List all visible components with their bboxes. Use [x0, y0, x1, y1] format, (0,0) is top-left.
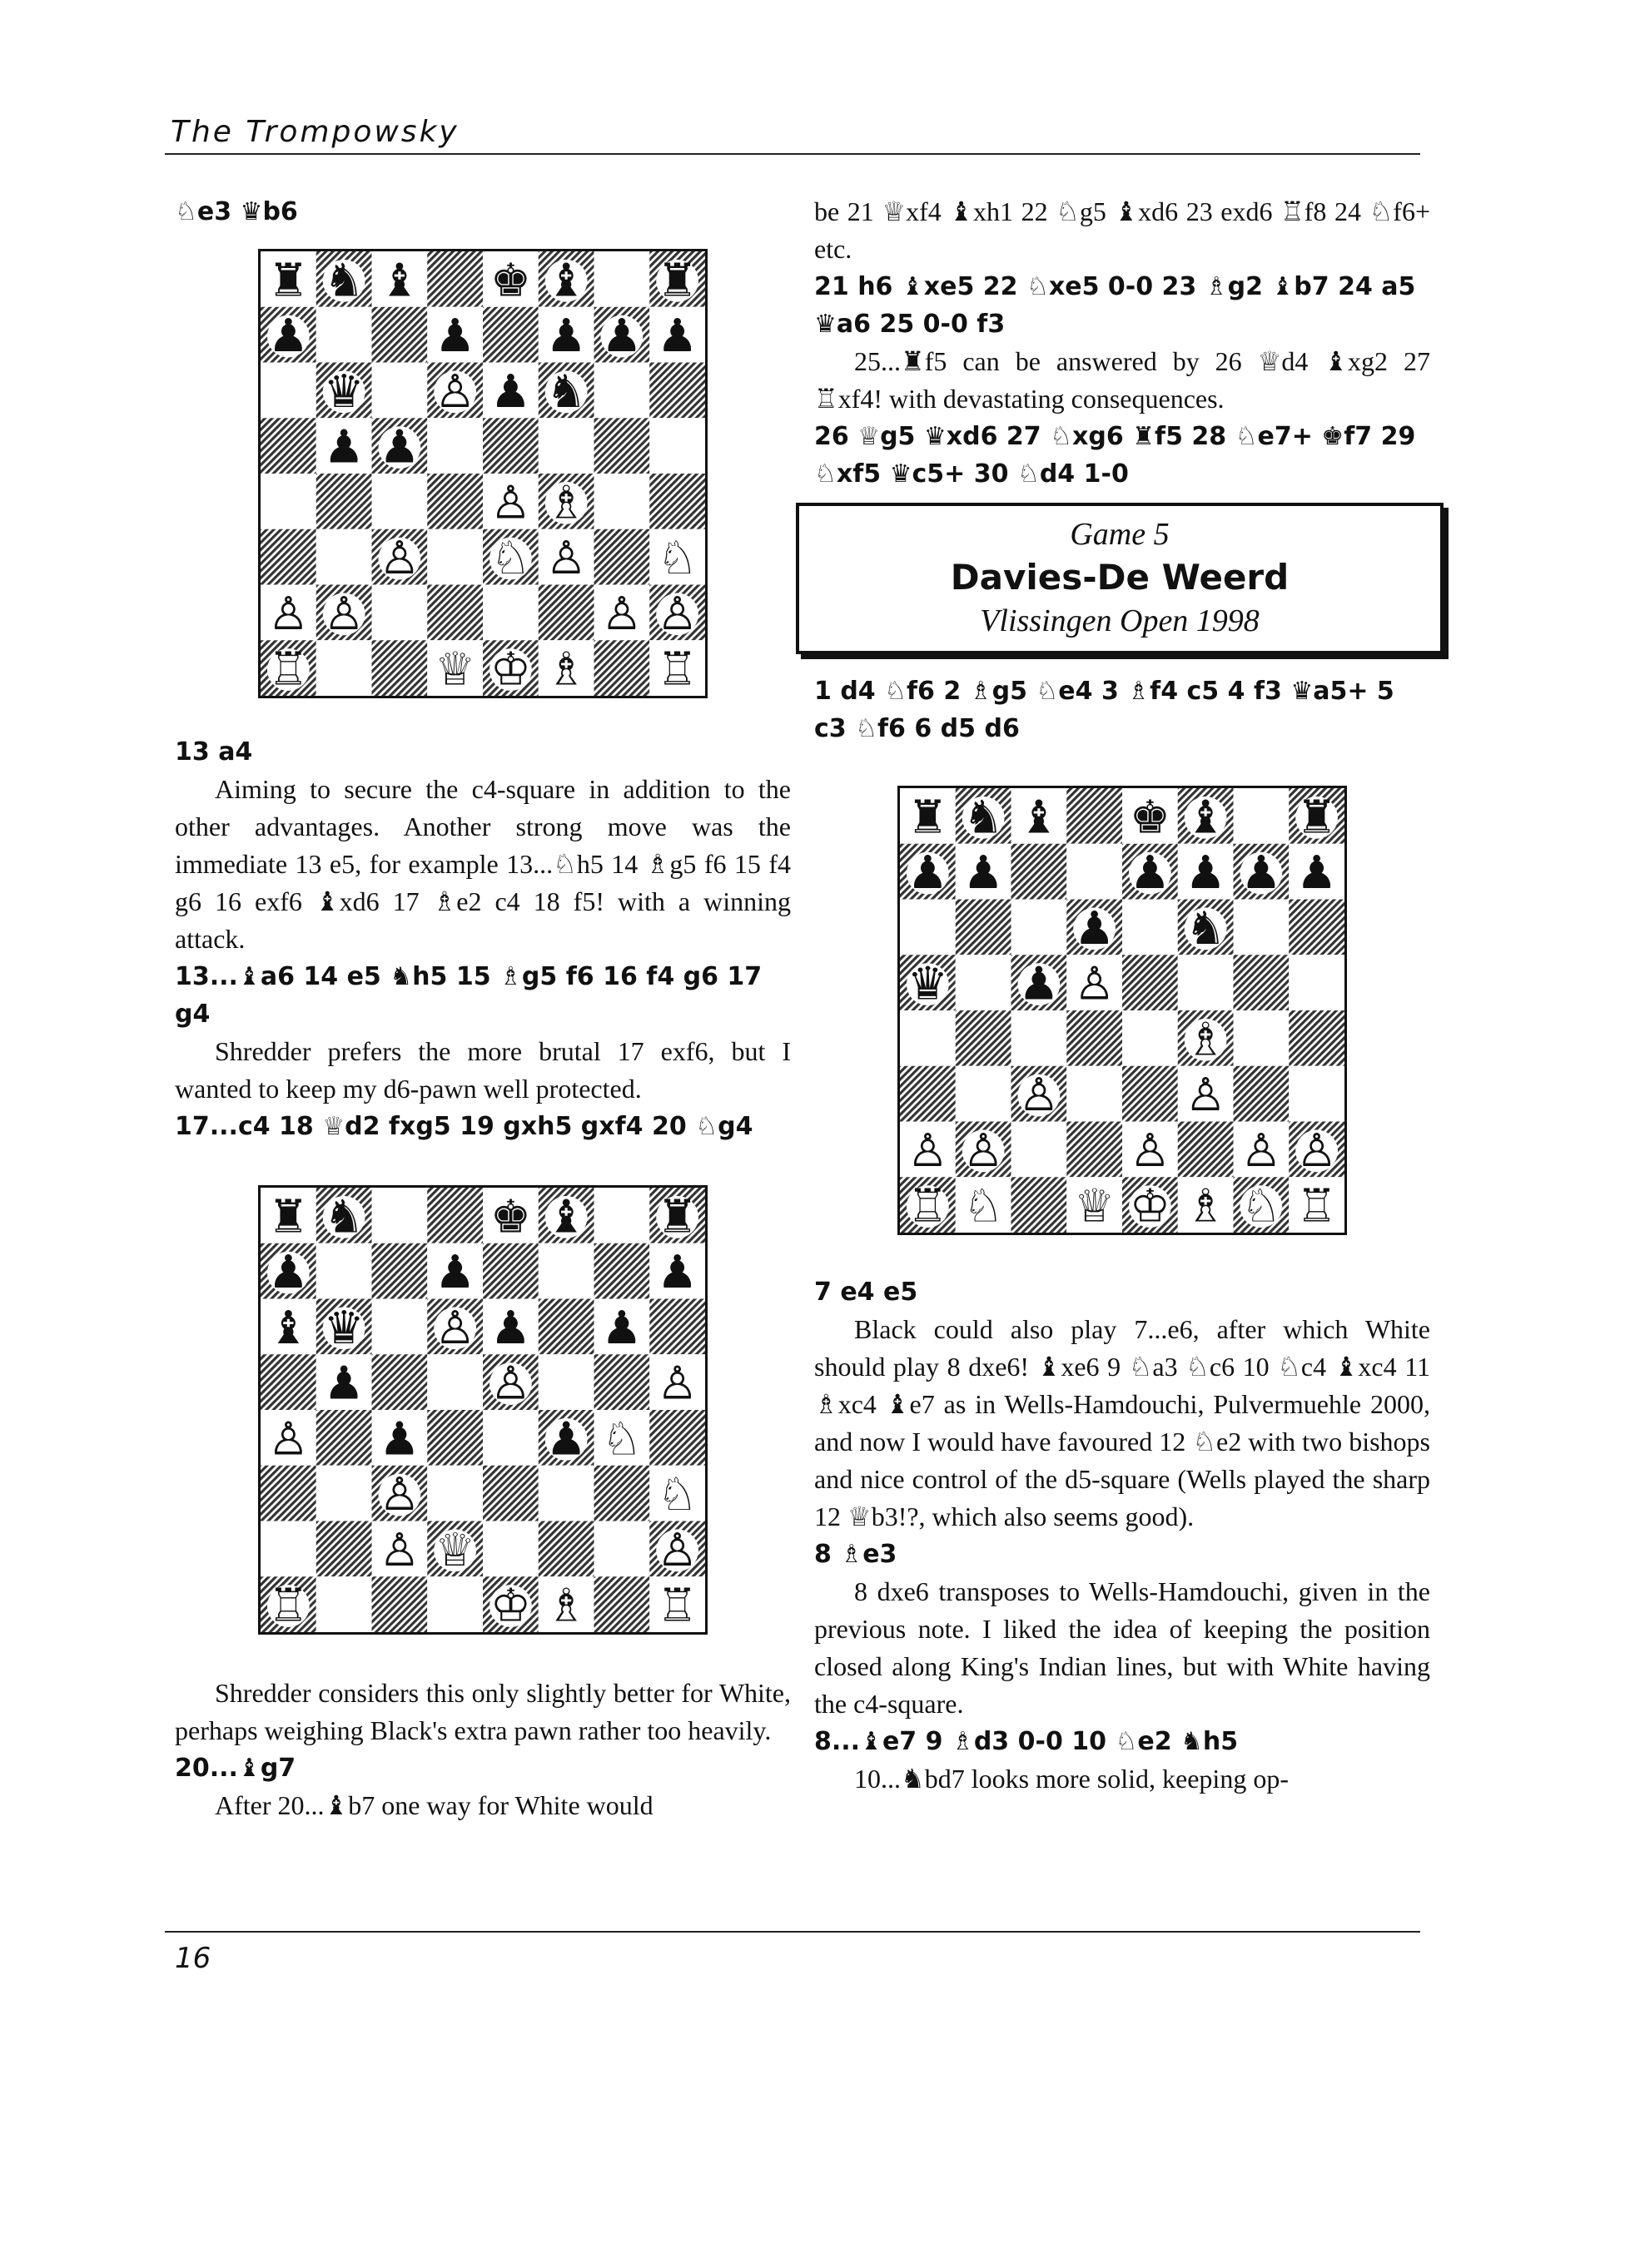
board-square-d4 — [427, 1410, 483, 1466]
black-pawn-icon: ♟ — [1296, 846, 1338, 900]
white-pawn-icon: ♙ — [1129, 1123, 1170, 1177]
footer-rule — [165, 1931, 1420, 1933]
board-square-b2 — [316, 1521, 372, 1577]
board-square-d5 — [427, 418, 483, 474]
board-square-a4 — [900, 1010, 956, 1066]
black-pawn-icon: ♟ — [601, 309, 643, 363]
header-rule — [165, 153, 1420, 155]
board-square-d1 — [427, 1576, 483, 1632]
move-line: 13 a4 — [175, 737, 253, 767]
white-bishop-icon: ♗ — [545, 642, 587, 696]
white-rook-icon: ♖ — [267, 642, 309, 696]
black-bishop-icon: ♝ — [545, 253, 587, 307]
black-queen-icon: ♛ — [323, 364, 365, 418]
board-square-f5 — [539, 418, 594, 474]
board-square-c7 — [372, 307, 428, 363]
white-king-icon: ♔ — [490, 642, 531, 696]
black-pawn-icon: ♟ — [379, 419, 420, 474]
black-pawn-icon: ♟ — [601, 1300, 643, 1354]
black-pawn-icon: ♟ — [490, 1300, 531, 1354]
white-pawn-icon: ♙ — [962, 1123, 1004, 1177]
board-square-g4 — [1234, 1010, 1290, 1066]
board-square-c1 — [1011, 1177, 1067, 1233]
board-square-b4 — [316, 1410, 372, 1466]
board-square-g1 — [594, 640, 650, 696]
white-rook-icon: ♖ — [657, 1578, 698, 1632]
board-square-e3 — [1122, 1066, 1178, 1122]
board-square-b4 — [956, 1010, 1011, 1066]
board-square-b1 — [316, 1576, 372, 1632]
white-rook-icon: ♖ — [1296, 1179, 1338, 1233]
game-heading-box — [796, 503, 1444, 654]
black-pawn-icon: ♟ — [657, 309, 698, 363]
annotation-paragraph: Shredder considers this only slightly better for White, perhaps weighing Black's extra pawn rather too heavily. — [175, 1678, 791, 1745]
black-bishop-icon: ♝ — [545, 1189, 587, 1243]
black-bishop-icon: ♝ — [379, 253, 420, 307]
board-square-e3 — [483, 1466, 539, 1521]
board-square-h4 — [649, 474, 705, 529]
white-pawn-icon: ♙ — [907, 1123, 948, 1177]
board-square-f6 — [539, 1299, 594, 1355]
board-square-b3 — [316, 529, 372, 585]
board-square-g5 — [1234, 955, 1290, 1010]
black-knight-icon: ♞ — [323, 253, 365, 307]
black-pawn-icon: ♟ — [267, 309, 309, 363]
board-square-h4 — [649, 1410, 705, 1466]
board-square-d3 — [1066, 1066, 1122, 1122]
black-king-icon: ♚ — [1129, 790, 1170, 844]
white-pawn-icon: ♙ — [267, 586, 309, 640]
board-square-g3 — [1234, 1066, 1290, 1122]
board-square-g3 — [594, 1466, 650, 1521]
white-bishop-icon: ♗ — [1185, 1179, 1226, 1233]
white-pawn-icon: ♙ — [1018, 1068, 1060, 1122]
move-line: 17...c4 18 ♕d2 fxg5 19 gxh5 gxf4 20 ♘g4 — [175, 1112, 753, 1141]
white-pawn-icon: ♙ — [657, 1522, 698, 1576]
board-square-a4 — [261, 474, 316, 529]
board-square-e5 — [1122, 955, 1178, 1010]
board-square-f2 — [539, 585, 594, 641]
white-pawn-icon: ♙ — [1074, 956, 1116, 1010]
board-square-h4 — [1289, 1010, 1344, 1066]
board-square-d8 — [427, 1188, 483, 1243]
board-square-e7 — [483, 307, 539, 363]
board-square-f5 — [1178, 955, 1234, 1010]
board-square-b5 — [956, 955, 1011, 1010]
annotation-paragraph: be 21 ♕xf4 ♝xh1 22 ♘g5 ♝xd6 23 exd6 ♖f8 24 ♘f6+ etc. — [814, 196, 1430, 264]
board-square-g6 — [594, 363, 650, 419]
annotation-paragraph: Black could also play 7...e6, after which White should play 8 dxe6! ♝xe6 9 ♘a3 ♘c6 10 ♘c4 ♝xc4 11 ♗xc4 ♝e7 as in Wells-Hamdouchi, Pulvermuehle 2000, and now I would have favoured 12 ♘e2 with two bishops and nice control of the d5-square (Wells played the sharp 12 ♕b3!?, which also seems good). — [814, 1314, 1430, 1531]
board-square-f3 — [539, 1466, 594, 1521]
board-square-d8 — [1066, 788, 1122, 844]
board-square-e4 — [483, 1410, 539, 1466]
black-pawn-icon: ♟ — [490, 364, 531, 418]
board-square-b3 — [316, 1466, 372, 1521]
board-square-c6 — [1011, 900, 1067, 955]
black-king-icon: ♚ — [490, 1189, 531, 1243]
board-square-g7 — [594, 1243, 650, 1299]
black-pawn-icon: ♟ — [1240, 846, 1282, 900]
board-square-c4 — [372, 474, 428, 529]
board-square-d3 — [427, 529, 483, 585]
game-event: Vlissingen Open 1998 — [980, 603, 1260, 638]
board-square-b7 — [316, 307, 372, 363]
black-knight-icon: ♞ — [962, 790, 1004, 844]
white-knight-icon: ♘ — [657, 1467, 698, 1521]
move-line: 8...♝e7 9 ♗d3 0-0 10 ♘e2 ♞h5 — [814, 1727, 1239, 1756]
move-line: 26 ♕g5 ♛xd6 27 ♘xg6 ♜f5 28 ♘e7+ ♚f7 29 ♘xf5 ♛c5+ 30 ♘d4 1-0 — [814, 422, 1416, 489]
white-bishop-icon: ♗ — [1185, 1012, 1226, 1066]
white-knight-icon: ♘ — [601, 1412, 643, 1466]
black-king-icon: ♚ — [490, 253, 531, 307]
white-knight-icon: ♘ — [657, 531, 698, 585]
board-square-c2 — [1011, 1122, 1067, 1178]
white-pawn-icon: ♙ — [490, 1356, 531, 1410]
board-square-h6 — [649, 363, 705, 419]
board-square-c7 — [1011, 844, 1067, 900]
board-square-f5 — [539, 1354, 594, 1410]
board-square-d5 — [427, 1354, 483, 1410]
black-knight-icon: ♞ — [323, 1189, 365, 1243]
white-pawn-icon: ♙ — [657, 586, 698, 640]
move-line: 21 h6 ♝xe5 22 ♘xe5 0-0 23 ♗g2 ♝b7 24 a5 ♛a6 25 0-0 f3 — [814, 272, 1416, 339]
black-pawn-icon: ♟ — [545, 309, 587, 363]
chess-diagram-3 — [897, 786, 1347, 1235]
board-square-b7 — [316, 1243, 372, 1299]
black-rook-icon: ♜ — [657, 1189, 698, 1243]
board-square-h5 — [649, 418, 705, 474]
black-bishop-icon: ♝ — [267, 1300, 309, 1354]
annotation-paragraph: 10...♞bd7 looks more solid, keeping op- — [854, 1764, 1289, 1794]
board-square-f7 — [539, 1243, 594, 1299]
board-square-d4 — [1066, 1010, 1122, 1066]
annotation-paragraph: Aiming to secure the c4-square in addition to the other advantages. Another strong move was the immediate 13 e5, for example 13...♘h5 14 ♗g5 f6 15 f4 g6 16 exf6 ♝xd6 17 ♗e2 c4 18 f5! with a winning attack. — [175, 774, 792, 954]
board-square-a5 — [261, 1354, 316, 1410]
board-square-a5 — [261, 418, 316, 474]
board-square-f2 — [1178, 1122, 1234, 1178]
board-square-h5 — [1289, 955, 1344, 1010]
board-square-g8 — [594, 1188, 650, 1243]
black-rook-icon: ♜ — [907, 790, 948, 844]
board-square-g8 — [594, 251, 650, 307]
black-pawn-icon: ♟ — [1185, 846, 1226, 900]
white-pawn-icon: ♙ — [490, 475, 531, 529]
board-square-e4 — [1122, 1010, 1178, 1066]
board-square-e2 — [483, 585, 539, 641]
left-column — [175, 193, 791, 1824]
black-pawn-icon: ♟ — [1074, 901, 1116, 955]
black-pawn-icon: ♟ — [435, 309, 476, 363]
board-square-d3 — [427, 1466, 483, 1521]
white-queen-icon: ♕ — [435, 642, 476, 696]
board-square-c2 — [372, 585, 428, 641]
black-bishop-icon: ♝ — [1185, 790, 1226, 844]
annotation-paragraph: After 20...♝b7 one way for White would — [215, 1790, 654, 1820]
chess-diagram-1 — [258, 249, 708, 698]
board-square-c7 — [372, 1243, 428, 1299]
white-rook-icon: ♖ — [657, 642, 698, 696]
white-king-icon: ♔ — [1129, 1179, 1170, 1233]
board-square-b6 — [956, 900, 1011, 955]
board-square-g5 — [594, 418, 650, 474]
board-square-e7 — [483, 1243, 539, 1299]
board-square-b3 — [956, 1066, 1011, 1122]
board-square-c1 — [372, 1576, 428, 1632]
white-queen-icon: ♕ — [435, 1522, 476, 1576]
black-pawn-icon: ♟ — [379, 1412, 420, 1466]
move-line: 7 e4 e5 — [814, 1278, 918, 1307]
white-pawn-icon: ♙ — [379, 1467, 420, 1521]
board-square-a3 — [900, 1066, 956, 1122]
black-pawn-icon: ♟ — [1018, 956, 1060, 1010]
board-square-a6 — [261, 363, 316, 419]
board-square-c5 — [372, 1354, 428, 1410]
black-queen-icon: ♛ — [907, 956, 948, 1010]
move-line: 8 ♗e3 — [814, 1540, 897, 1569]
board-square-f2 — [539, 1521, 594, 1577]
running-title: The Trompowsky — [171, 115, 460, 149]
board-square-a3 — [261, 1466, 316, 1521]
board-square-e5 — [483, 418, 539, 474]
white-rook-icon: ♖ — [907, 1179, 948, 1233]
white-pawn-icon: ♙ — [435, 364, 476, 418]
black-pawn-icon: ♟ — [323, 1356, 365, 1410]
white-pawn-icon: ♙ — [545, 531, 587, 585]
black-rook-icon: ♜ — [657, 253, 698, 307]
white-knight-icon: ♘ — [490, 531, 531, 585]
game-number: Game 5 — [1070, 517, 1170, 552]
board-square-d7 — [1066, 844, 1122, 900]
black-pawn-icon: ♟ — [1129, 846, 1170, 900]
white-pawn-icon: ♙ — [379, 531, 420, 585]
move-line: 20...♝g7 — [175, 1754, 296, 1783]
black-pawn-icon: ♟ — [545, 1412, 587, 1466]
white-bishop-icon: ♗ — [545, 1578, 587, 1632]
black-pawn-icon: ♟ — [657, 1245, 698, 1299]
board-square-a6 — [900, 900, 956, 955]
white-knight-icon: ♘ — [1240, 1179, 1282, 1233]
board-square-d4 — [427, 474, 483, 529]
game-title: Davies-De Weerd — [950, 557, 1290, 598]
board-square-a2 — [261, 1521, 316, 1577]
annotation-paragraph: 8 dxe6 transposes to Wells-Hamdouchi, given in the previous note. I liked the idea of keeping the position closed along King's Indian lines, but with White having the c4-square. — [814, 1576, 1430, 1719]
black-bishop-icon: ♝ — [1018, 790, 1060, 844]
board-square-c6 — [372, 1299, 428, 1355]
board-square-e2 — [483, 1521, 539, 1577]
board-square-g2 — [594, 1521, 650, 1577]
board-square-g6 — [1234, 900, 1290, 955]
white-pawn-icon: ♙ — [657, 1356, 698, 1410]
black-pawn-icon: ♟ — [435, 1245, 476, 1299]
board-square-c6 — [372, 363, 428, 419]
white-bishop-icon: ♗ — [545, 475, 587, 529]
black-pawn-icon: ♟ — [907, 846, 948, 900]
board-square-g4 — [594, 474, 650, 529]
board-square-d2 — [427, 585, 483, 641]
board-square-d2 — [1066, 1122, 1122, 1178]
move-line: 1 d4 ♘f6 2 ♗g5 ♘e4 3 ♗f4 c5 4 f3 ♛a5+ 5 c3 ♘f6 6 d5 d6 — [814, 677, 1394, 743]
board-square-e6 — [1122, 900, 1178, 955]
black-pawn-icon: ♟ — [267, 1245, 309, 1299]
board-square-d8 — [427, 251, 483, 307]
annotation-paragraph: 25...♜f5 can be answered by 26 ♕d4 ♝xg2 27 ♖xf4! with devastating consequences. — [814, 346, 1430, 414]
black-knight-icon: ♞ — [1185, 901, 1226, 955]
black-pawn-icon: ♟ — [323, 419, 365, 474]
black-rook-icon: ♜ — [267, 1189, 309, 1243]
move-line: ♘e3 ♛b6 — [175, 197, 298, 226]
white-pawn-icon: ♙ — [1185, 1068, 1226, 1122]
board-square-c8 — [372, 1188, 428, 1243]
white-rook-icon: ♖ — [267, 1578, 309, 1632]
black-knight-icon: ♞ — [545, 364, 587, 418]
board-square-b1 — [316, 640, 372, 696]
white-king-icon: ♔ — [490, 1578, 531, 1632]
white-pawn-icon: ♙ — [435, 1300, 476, 1354]
white-pawn-icon: ♙ — [1296, 1123, 1338, 1177]
chess-diagram-2 — [258, 1185, 708, 1635]
white-queen-icon: ♕ — [1074, 1179, 1116, 1233]
board-square-g3 — [594, 529, 650, 585]
annotation-paragraph: Shredder prefers the more brutal 17 exf6, but I wanted to keep my d6-pawn well protected. — [175, 1036, 791, 1104]
move-line: 13...♝a6 14 e5 ♞h5 15 ♗g5 f6 16 f4 g6 17 g4 — [175, 962, 763, 1029]
white-pawn-icon: ♙ — [379, 1522, 420, 1576]
board-square-b4 — [316, 474, 372, 529]
board-square-g5 — [594, 1354, 650, 1410]
white-pawn-icon: ♙ — [267, 1412, 309, 1466]
black-queen-icon: ♛ — [323, 1300, 365, 1354]
board-square-c4 — [1011, 1010, 1067, 1066]
right-column — [814, 193, 1430, 1798]
page-number: 16 — [175, 1942, 211, 1975]
board-square-a3 — [261, 529, 316, 585]
white-pawn-icon: ♙ — [1240, 1123, 1282, 1177]
white-pawn-icon: ♙ — [601, 586, 643, 640]
board-square-h3 — [1289, 1066, 1344, 1122]
board-square-g1 — [594, 1576, 650, 1632]
black-pawn-icon: ♟ — [962, 846, 1004, 900]
board-square-c1 — [372, 640, 428, 696]
white-pawn-icon: ♙ — [323, 586, 365, 640]
board-square-h6 — [1289, 900, 1344, 955]
board-square-h6 — [649, 1299, 705, 1355]
white-knight-icon: ♘ — [962, 1179, 1004, 1233]
black-rook-icon: ♜ — [267, 253, 309, 307]
board-square-g8 — [1234, 788, 1290, 844]
black-rook-icon: ♜ — [1296, 790, 1338, 844]
